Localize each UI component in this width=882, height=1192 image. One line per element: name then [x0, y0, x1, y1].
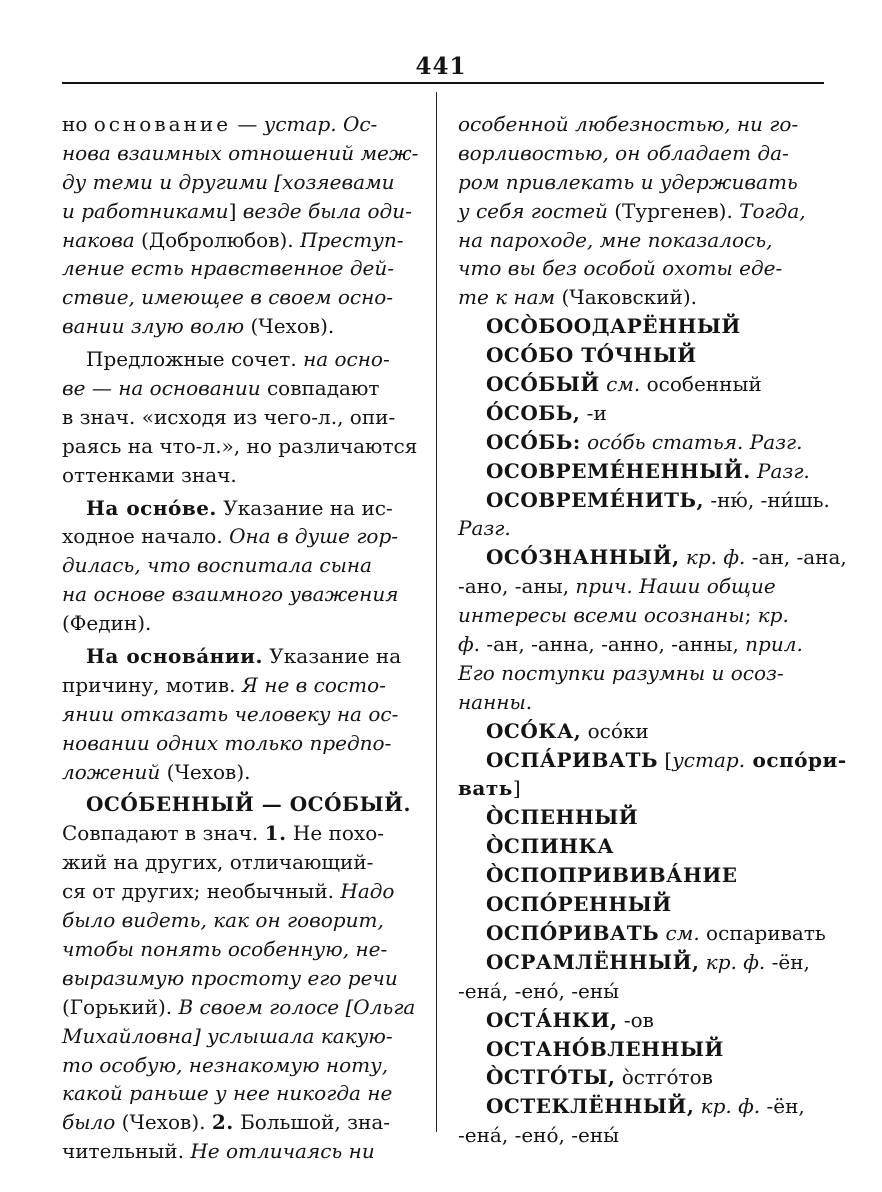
italic-segment: выразимую простоту его речи: [62, 965, 398, 990]
text-segment: оттенками знач.: [62, 462, 237, 487]
text-line: [458, 486, 830, 515]
headword-segment: 2.: [211, 1110, 234, 1135]
italic-segment: ложений: [62, 759, 161, 784]
italic-segment: ду теми и другими: [62, 169, 275, 194]
italic-segment: нанны.: [458, 689, 533, 714]
text-line: [458, 630, 824, 659]
text-line: [62, 139, 420, 168]
text-line: [458, 919, 824, 948]
headword-segment: О̀СТГО́ТЫ,: [486, 1065, 616, 1090]
text-line: [458, 370, 824, 399]
headword-segment: ОСОВРЕМЕ́НЕННЫЙ.: [486, 458, 751, 483]
text-line: [62, 819, 420, 848]
italic-segment: кр. ф.: [699, 949, 766, 974]
text-line: [62, 494, 420, 523]
italic-segment: на осно-: [303, 347, 390, 372]
text-line: [62, 551, 420, 580]
text-line: [62, 345, 420, 374]
headword-segment: О̀СПИНКА: [486, 834, 615, 859]
italic-segment: у себя гостей: [458, 198, 608, 223]
text-line: [458, 948, 824, 977]
text-line: [458, 312, 824, 341]
text-line: [458, 110, 824, 139]
italic-segment: нова взаимных отношений меж-: [62, 140, 419, 165]
italic-segment: Я не в состо-: [241, 672, 386, 697]
italic-segment: ление есть нравственное дей-: [62, 256, 394, 281]
text-segment: жий на других, отличающий-: [62, 850, 374, 875]
text-segment: -ён,: [765, 949, 810, 974]
text-line: [62, 197, 420, 226]
text-segment: совпадают: [260, 376, 380, 401]
italic-segment: и работниками: [62, 198, 229, 223]
italic-segment: было: [62, 1110, 116, 1135]
text-line: [458, 688, 824, 717]
text-line: [458, 572, 824, 601]
text-line: [62, 461, 420, 490]
text-segment: ся от других; необычный.: [62, 879, 341, 904]
text-line: [62, 110, 420, 139]
text-line: [62, 993, 420, 1022]
text-segment: Указание на ис-: [216, 495, 393, 520]
text-segment: -ано, -аны,: [458, 574, 576, 599]
text-line: [62, 848, 420, 877]
text-segment: в знач. «исходя из чего-л., опи-: [62, 404, 396, 429]
text-line: [458, 1121, 824, 1150]
italic-segment: Не отличаясь ни: [190, 1139, 375, 1164]
text-line: [458, 341, 824, 370]
text-segment: -ан, -ана,: [745, 545, 847, 570]
italic-segment: Михайловна] услышала какую-: [62, 1023, 393, 1048]
italic-segment: ве — на основании: [62, 376, 261, 401]
text-line: [458, 717, 824, 746]
text-line: [62, 1051, 420, 1080]
text-segment: Совпадают в знач.: [62, 821, 265, 846]
text-segment: -ню́, -ни́шь.: [703, 487, 830, 512]
headword-segment: ОСПО́РИВАТЬ: [486, 920, 660, 945]
text-line: [458, 283, 824, 312]
text-line: [62, 1108, 420, 1137]
text-line: [458, 832, 824, 861]
italic-segment: устар. Ос-: [263, 112, 378, 136]
text-segment: (Чехов).: [115, 1110, 212, 1135]
headword-segment: ОСТА́НКИ,: [486, 1007, 618, 1032]
text-line: [62, 758, 420, 787]
text-line: [62, 522, 420, 551]
text-segment: особенный: [640, 372, 762, 397]
text-line: [458, 514, 824, 543]
text-segment: Предложные сочет.: [86, 347, 304, 372]
text-line: [458, 1035, 824, 1064]
text-line: [62, 671, 420, 700]
text-line: [62, 877, 420, 906]
text-line: [62, 168, 420, 197]
italic-segment: Преступ-: [299, 227, 404, 252]
headword-segment: ОСОВРЕМЕ́НИТЬ,: [486, 487, 704, 512]
text-segment: ;: [744, 603, 758, 628]
text-line: [62, 432, 420, 461]
italic-segment: новании одних только предпо-: [62, 730, 392, 755]
italic-segment: какой раньше у нее никогда не: [62, 1081, 393, 1106]
italic-segment: кр. ф.: [694, 1094, 761, 1119]
text-line: [458, 861, 824, 890]
italic-segment: что вы без особой охоты еде-: [458, 256, 783, 281]
text-line: [458, 890, 824, 919]
italic-segment: дилась, что воспитала сына: [62, 553, 372, 578]
headword-segment: ОСО̀БООДАРЁННЫЙ: [486, 314, 741, 339]
headword-segment: ОСТЕКЛЁННЫЙ,: [486, 1094, 695, 1119]
text-line: [458, 1006, 824, 1035]
italic-segment: Надо: [340, 879, 395, 904]
text-line: [62, 312, 420, 341]
italic-segment: Тогда,: [739, 198, 806, 223]
text-segment: ]: [228, 198, 243, 223]
text-line: [62, 1137, 420, 1166]
text-line: [62, 254, 420, 283]
text-segment: ходное начало.: [62, 524, 230, 549]
headword-segment: ОСРАМЛЁННЫЙ,: [486, 949, 700, 974]
headword-segment: На основа́нии.: [86, 644, 263, 669]
text-segment: о̀стго́тов: [615, 1065, 713, 1090]
italic-segment: интересы всеми осознаны: [458, 603, 745, 628]
text-segment: Большой, зна-: [233, 1110, 391, 1135]
italic-segment: прич. Наши общие: [575, 574, 776, 599]
headword-segment: ОСПА́РИВАТЬ: [486, 747, 659, 772]
text-segment: -ов: [617, 1007, 654, 1032]
text-segment: осо́ки: [581, 718, 649, 743]
italic-segment: ворливостью, он обладает да-: [458, 140, 789, 165]
italic-segment: ф.: [458, 632, 481, 657]
text-segment: (Чехов).: [244, 314, 335, 339]
text-line: [458, 197, 824, 226]
italic-segment: на пароходе, мне показалось,: [458, 227, 773, 252]
text-segment: -ён,: [760, 1094, 805, 1119]
headword-segment: О́СОБЬ,: [486, 400, 581, 425]
italic-segment: было видеть, как он говорит,: [62, 908, 384, 933]
headword-segment: ОСО́ЗНАННЫЙ,: [486, 545, 680, 570]
text-line: [62, 283, 420, 312]
text-line: [458, 1063, 824, 1092]
text-line: [458, 428, 824, 457]
page-number: 441: [415, 53, 467, 80]
column-divider: [436, 92, 437, 1132]
italic-segment: Разг.: [750, 458, 810, 483]
italic-segment: прил.: [745, 632, 803, 657]
text-segment: (Горький).: [62, 994, 179, 1019]
headword-segment: О̀СПЕННЫЙ: [486, 805, 639, 830]
text-line: [458, 139, 824, 168]
italic-segment: кр. ф.: [679, 545, 746, 570]
text-line: [458, 659, 824, 688]
italic-segment: то особую, незнакомую ноту,: [62, 1052, 389, 1077]
text-line: [458, 399, 824, 428]
text-segment: (Добролюбов).: [134, 227, 300, 252]
text-segment: -и: [580, 400, 607, 425]
headword-segment: ОСО́БЬ:: [486, 429, 581, 454]
italic-segment: вании злую волю: [62, 314, 245, 339]
right-column: [458, 110, 847, 1150]
text-line: [62, 935, 420, 964]
text-segment: -ена́, -ено́, -ены́: [458, 1123, 620, 1148]
text-line: [62, 609, 420, 638]
text-line: [458, 226, 824, 255]
headword-segment: ОСО́КА,: [486, 718, 582, 743]
italic-segment: Она в душе гор-: [229, 524, 399, 549]
headword-segment: ОСПО́РЕННЫЙ: [486, 892, 672, 917]
italic-segment: накова: [62, 227, 135, 252]
text-line: [458, 543, 847, 572]
headword-segment: О̀СПОПРИВИВА́НИЕ: [486, 863, 738, 888]
text-segment: но: [62, 112, 94, 136]
headword-segment: ОСТАНО́ВЛЕННЫЙ: [486, 1036, 724, 1061]
text-line: [62, 374, 420, 403]
left-column: [62, 110, 420, 1166]
text-segment: -ена́, -ено́, -ены́: [458, 978, 620, 1003]
text-line: [62, 580, 420, 609]
headword-segment: 1.: [264, 821, 287, 846]
text-line: [458, 746, 847, 775]
text-segment: чительный.: [62, 1139, 191, 1164]
text-segment: Указание на: [262, 644, 402, 669]
text-segment: ]: [512, 776, 521, 801]
text-segment: раясь на что-л.», но различаются: [62, 433, 418, 458]
text-segment: основание: [93, 112, 232, 136]
italic-segment: особенной любезностью, ни го-: [458, 112, 799, 136]
text-line: [62, 964, 420, 993]
italic-segment: чтобы понять особенную, не-: [62, 936, 388, 961]
text-line: [458, 1092, 824, 1121]
italic-segment: на основе взаимного уважения: [62, 582, 399, 607]
headword-segment: ОСО́БЫЙ: [486, 372, 600, 397]
italic-segment: см.: [659, 920, 700, 945]
italic-segment: те к нам: [458, 285, 556, 310]
italic-segment: Его поступки разумны и осоз-: [458, 660, 784, 685]
text-line: [62, 700, 420, 729]
text-segment: [: [658, 747, 673, 772]
text-line: [458, 977, 824, 1006]
text-line: [458, 774, 824, 803]
text-line: [62, 226, 420, 255]
text-line: [458, 601, 824, 630]
text-line: [62, 790, 420, 819]
text-segment: (Тургенев).: [607, 198, 740, 223]
italic-segment: везде была оди-: [242, 198, 412, 223]
italic-segment: янии отказать человеку на ос-: [62, 701, 399, 726]
text-segment: (Чехов).: [160, 759, 251, 784]
headword-segment: вать: [458, 776, 513, 801]
header-rule: [62, 82, 824, 84]
text-segment: причину, мотив.: [62, 672, 242, 697]
text-line: [62, 642, 420, 671]
text-line: [62, 403, 420, 432]
text-segment: оспаривать: [699, 920, 826, 945]
text-line: [62, 729, 420, 758]
italic-segment: кр.: [757, 603, 789, 628]
italic-segment: Разг.: [458, 516, 511, 541]
italic-segment: В своем голосе [Ольга: [178, 994, 416, 1019]
italic-segment: осо́бь статья. Разг.: [580, 429, 803, 454]
text-line: [62, 906, 420, 935]
italic-segment: [хозяевами: [274, 169, 395, 194]
italic-segment: ром привлекать и удерживать: [458, 169, 798, 194]
headword-segment: оспо́ри-: [745, 747, 847, 772]
headword-segment: На осно́ве.: [86, 495, 217, 520]
text-line: [62, 1079, 420, 1108]
headword-segment: ОСО́БО ТО́ЧНЫЙ: [486, 343, 697, 368]
text-segment: (Федин).: [62, 611, 152, 636]
text-segment: (Чаковский).: [555, 285, 698, 310]
italic-segment: устар.: [672, 747, 746, 772]
italic-segment: см.: [599, 372, 641, 397]
text-line: [458, 254, 824, 283]
text-line: [458, 803, 824, 832]
text-line: [458, 168, 824, 197]
headword-segment: ОСО́БЕННЫЙ — ОСО́БЫЙ.: [86, 792, 411, 817]
text-line: [62, 1022, 420, 1051]
text-segment: -ан, -анна, -анно, -анны,: [480, 632, 746, 657]
text-segment: —: [231, 112, 264, 136]
text-line: [458, 457, 824, 486]
italic-segment: ствие, имеющее в своем осно-: [62, 285, 394, 310]
text-segment: Не похо-: [286, 821, 384, 846]
